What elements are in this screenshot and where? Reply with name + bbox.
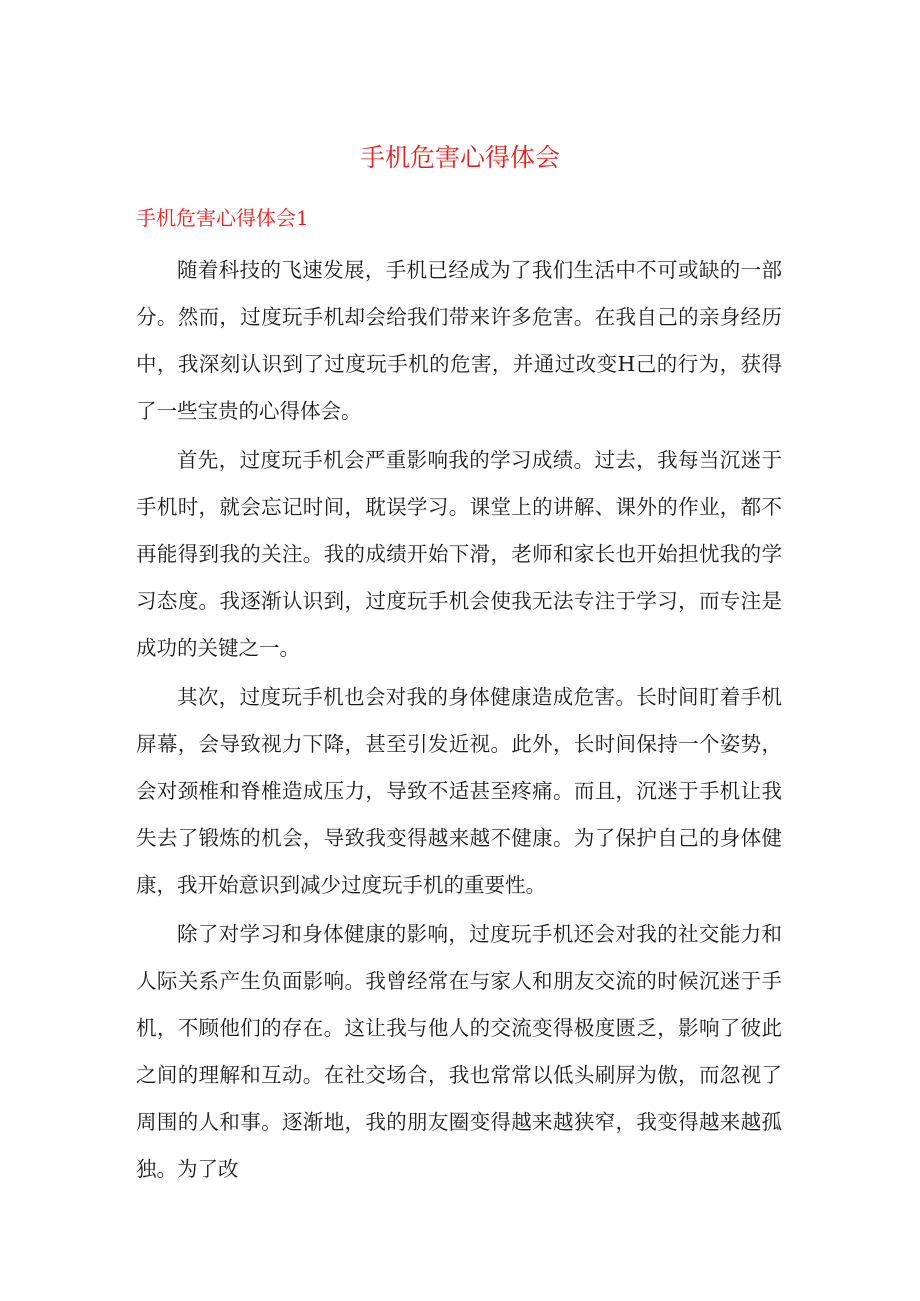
document-title: 手机危害心得体会	[359, 143, 560, 172]
section-heading: 手机危害心得体会1	[136, 206, 309, 230]
paragraph: 随着科技的飞速发展，手机已经成为了我们生活中不可或缺的一部分。然而，过度玩手机却会给我们带来许多危害。在我自己的亲身经历中，我深刻认识到了过度玩手机的危害，并通过改变H己的行为，获得了一些宝贵的心得体会。	[136, 258, 782, 423]
paragraph: 除了对学习和身体健康的影响，过度玩手机还会对我的社交能力和人际关系产生负面影响。我曾经常在与家人和朋友交流的时候沉迷于手机，不顾他们的存在。这让我与他人的交流变得极度匮乏，影响了彼此之间的理解和互动。在社交场合，我也常常以低头刷屏为傲，而忽视了周围的人和事。逐渐地，我的朋友圈变得越来越狭窄，我变得越来越孤独。为了改	[136, 922, 782, 1181]
document-body	[136, 247, 782, 1193]
paragraph: 首先，过度玩手机会严重影响我的学习成绩。过去，我每当沉迷于手机时，就会忘记时间，耽误学习。课堂上的讲解、课外的作业，都不再能得到我的关注。我的成绩开始下滑，老师和家长也开始担忧我的学习态度。我逐渐认识到，过度玩手机会使我无法专注于学习，而专注是成功的关键之一。	[136, 448, 782, 660]
paragraph: 其次，过度玩手机也会对我的身体健康造成危害。长时间盯着手机屏幕，会导致视力下降，甚至引发近视。此外，长时间保持一个姿势，会对颈椎和脊椎造成压力，导致不适甚至疼痛。而且，沉迷于手机让我失去了锻炼的机会，导致我变得越来越不健康。为了保护自己的身体健康，我开始意识到减少过度玩手机的重要性。	[136, 685, 782, 897]
